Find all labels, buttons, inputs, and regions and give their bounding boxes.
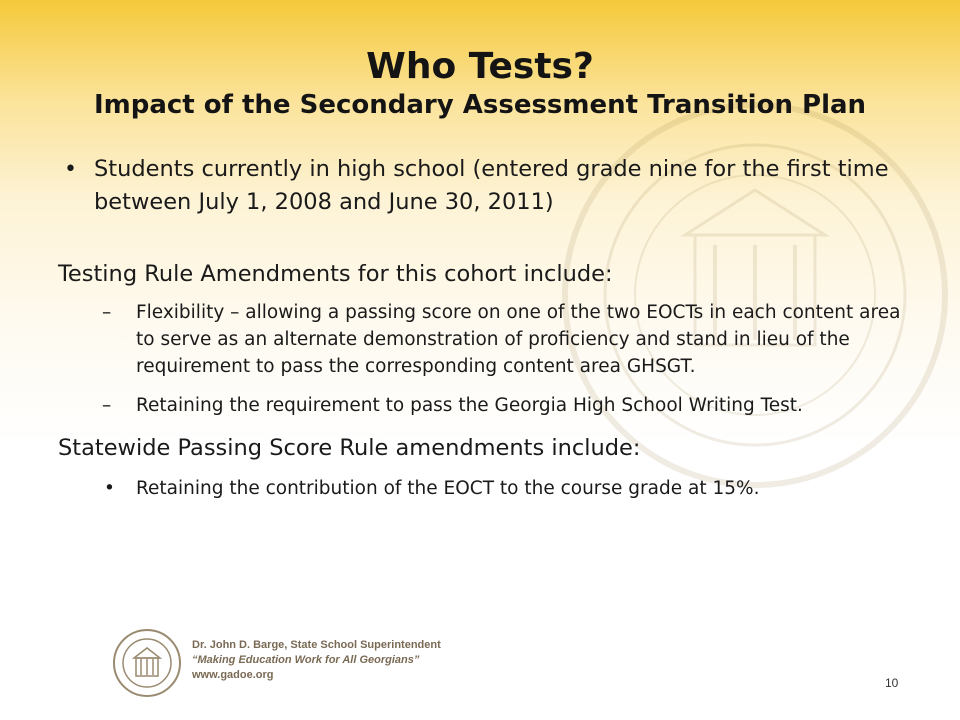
dash-icon: – — [102, 395, 112, 416]
bullet-icon: • — [104, 478, 115, 499]
footer-website-link[interactable]: www.gadoe.org — [192, 669, 274, 681]
title-block — [0, 45, 960, 121]
footer — [112, 628, 472, 698]
dash-icon: – — [102, 302, 112, 323]
slide-title: Who Tests? — [366, 46, 594, 87]
list-item — [58, 299, 908, 380]
footer-text — [192, 638, 441, 683]
footer-tagline: “Making Education Work for All Georgians” — [192, 654, 420, 666]
main-bullet — [58, 153, 908, 219]
slide-content — [58, 153, 908, 502]
bullet-icon: • — [64, 157, 77, 182]
list-item-text: Flexibility – allowing a passing score on one of the two EOCTs in each content area to serve as an alternate demonstration of proficiency and stand in lieu of the requirement to pass the corresponding content area GHSGT. — [136, 302, 901, 377]
superintendent-name: Dr. John D. Barge, State School Superintendent — [192, 639, 441, 651]
list-item — [58, 475, 908, 502]
main-bullet-text: Students currently in high school (entered grade nine for the first time between July 1, 2008 and June 30, 2011) — [94, 156, 889, 215]
list-item-text: Retaining the requirement to pass the Georgia High School Writing Test. — [136, 395, 803, 416]
department-seal-logo — [112, 628, 182, 698]
slide-subtitle: Impact of the Secondary Assessment Transition Plan — [93, 90, 867, 120]
testing-rule-list — [58, 299, 908, 419]
page-number: 10 — [885, 676, 899, 690]
passing-score-heading: Statewide Passing Score Rule amendments include: — [58, 435, 641, 461]
list-item — [58, 392, 908, 419]
list-item-text: Retaining the contribution of the EOCT to the course grade at 15%. — [136, 478, 760, 499]
testing-rule-heading: Testing Rule Amendments for this cohort include: — [58, 261, 613, 287]
